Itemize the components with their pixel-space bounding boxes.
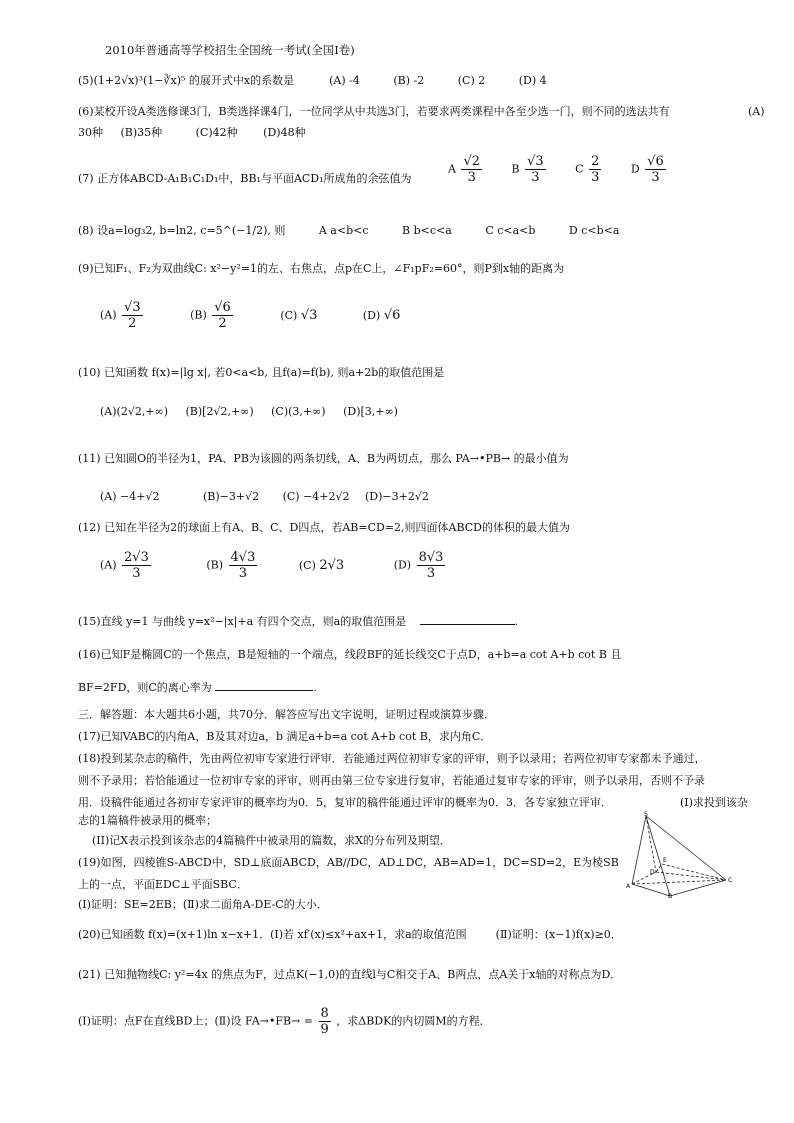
q11-option-c: (C) −4+2√2	[282, 490, 350, 503]
figure-label-a: A	[626, 883, 631, 890]
q10-options	[100, 405, 398, 418]
q9-d-value: √6	[383, 308, 401, 323]
q10-option-b: (B)[2√2,+∞)	[185, 405, 254, 418]
question-18-line5: (II)记X表示投到该杂志的4篇稿件中被录用的篇数，求X的分布列及期望．	[92, 834, 451, 847]
q12-a-den: 3	[132, 566, 141, 581]
question-5	[78, 74, 547, 88]
question-8-text: (8) 设a=log₃2, b=ln2, c=5^(−1/2), 则	[78, 224, 286, 237]
q12-option-c	[299, 558, 344, 573]
figure-label-b: B	[668, 893, 673, 898]
q5-option-d: (D) 4	[518, 74, 547, 87]
question-6	[78, 105, 670, 119]
q9-option-d-label: (D)	[362, 309, 381, 322]
q8-option-d: D c<b<a	[568, 224, 620, 237]
q8-option-a: A a<b<c	[318, 224, 369, 237]
question-7	[78, 172, 412, 186]
q7-option-b-label: B	[511, 162, 520, 176]
q6-option-c: (C)42种	[195, 126, 238, 139]
q7-a-den: 3	[467, 170, 476, 185]
q6-option-d: (D)48种	[263, 126, 306, 139]
q21-frac-den: 9	[320, 1022, 329, 1037]
q7-a-num: √2	[463, 154, 481, 169]
figure-label-c: C	[728, 877, 733, 884]
q7-c-den: 3	[591, 170, 600, 185]
q11-options	[100, 490, 429, 503]
q15-answer-blank[interactable]	[420, 614, 515, 625]
question-18-line3b: (I)求投到该杂	[680, 796, 748, 809]
question-9: (9)已知F₁、F₂为双曲线C: x²−y²=1的左、右焦点，点p在C上，∠F₁pF₂=60°，则P到x轴的距离为	[78, 262, 565, 275]
figure-label-d: D	[650, 869, 655, 876]
q7-option-d-label: D	[630, 162, 640, 176]
q12-option-d	[394, 550, 448, 581]
question-17: (17)已知VABC的内角A，B及其对边a，b 满足a+b=a cot A+b cot B，求内角C．	[78, 730, 492, 743]
q11-option-b: (B)−3+√2	[202, 490, 260, 503]
question-6-line1: (6)某校开设A类选修课3门，B类选择课4门，一位同学从中共选3门，若要求两类课程中各至少选一门，则不同的选法共有	[78, 105, 670, 118]
q16-answer-blank[interactable]	[215, 680, 313, 691]
question-20-text: (20)已知函数 f(x)=(x+1)ln x−x+1．(Ⅰ)若 xf′(x)≤x²+ax+1，求a的取值范围	[78, 928, 467, 941]
figure-label-e: E	[663, 857, 667, 864]
q10-option-d: (D)[3,+∞)	[343, 405, 398, 418]
question-21-line2b: ，求ΔBDK的内切圆M的方程．	[336, 1014, 491, 1028]
q7-d-num: √6	[647, 154, 664, 169]
q9-a-num: √3	[124, 300, 141, 315]
q7-option-c	[575, 154, 603, 185]
question-21-line2	[78, 1006, 491, 1037]
q9-option-c	[280, 308, 317, 323]
q12-b-num: 4√3	[230, 550, 256, 565]
q8-option-c: C c<a<b	[485, 224, 536, 237]
figure-label-s: S	[644, 811, 648, 818]
q12-option-d-label: (D)	[393, 558, 412, 572]
q7-option-a-label: A	[448, 162, 456, 176]
q12-option-a	[100, 550, 153, 581]
q7-d-den: 3	[651, 170, 660, 185]
q12-a-num: 2√3	[124, 550, 149, 565]
question-18-line2: 则不予录用；若恰能通过一位初审专家的评审，则再由第三位专家进行复审，若能通过复审专家的评审，则予以录用，否则不予录	[78, 774, 705, 787]
q8-option-b: B b<c<a	[402, 224, 452, 237]
section-3-heading: 三．解答题：本大题共6小题，共70分．解答应写出文字说明，证明过程或演算步骤．	[78, 708, 495, 721]
q11-option-a: (A) −4+√2	[100, 490, 160, 503]
q12-d-num: 8√3	[418, 550, 444, 565]
q7-c-num: 2	[591, 154, 600, 169]
q7-options	[448, 154, 710, 185]
question-18-line3: 用．设稿件能通过各初审专家评审的概率均为0．5，复审的稿件能通过评审的概率为0．3．各专家独立评审．	[78, 796, 612, 809]
q12-d-den: 3	[426, 566, 436, 581]
question-20	[78, 928, 622, 942]
q21-frac-num: 8	[320, 1006, 329, 1021]
question-16-line2: BF=2FD，则C的离心率为 .	[78, 681, 317, 694]
q12-c-value: 2√3	[319, 557, 345, 573]
q7-option-b	[512, 154, 548, 185]
question-19-line1: (19)如图，四棱锥S-ABCD中，SD⊥底面ABCD，AB//DC，AD⊥DC，AB=AD=1，DC=SD=2，E为棱SB	[78, 856, 619, 869]
q12-b-den: 3	[238, 566, 248, 581]
q7-option-a	[448, 154, 484, 185]
q9-options	[100, 300, 442, 331]
question-16-line2-text: BF=2FD，则C的离心率为	[78, 681, 212, 694]
q9-option-a-label: (A)	[100, 308, 117, 322]
question-20-part2: (Ⅱ)证明：(x−1)f(x)≥0．	[495, 928, 622, 941]
q5-option-c: (C) 2	[457, 74, 486, 87]
q9-b-den: 2	[218, 316, 227, 331]
q10-option-c: (C)(3,+∞)	[271, 405, 326, 418]
q9-c-value: √3	[300, 308, 318, 323]
q12-option-c-label: (C)	[298, 558, 316, 572]
q9-option-b-label: (B)	[190, 308, 207, 322]
question-5-text: (5)(1+2√x)³(1−∛x)⁵ 的展开式中x的系数是	[78, 74, 295, 87]
question-18-line4: 志的1篇稿件被录用的概率；	[78, 814, 217, 827]
question-6-line2	[78, 126, 306, 140]
question-21-line1: (21) 已知抛物线C: y²=4x 的焦点为F，过点K(−1,0)的直线l与C相交于A、B两点，点A关于x轴的对称点为D．	[78, 968, 622, 981]
question-11: (11) 已知圆O的半径为1，PA、PB为该圆的两条切线，A、B为两切点，那么 PA→•PB→ 的最小值为	[78, 452, 569, 465]
q9-option-a	[100, 300, 145, 331]
question-12: (12) 已知在半径为2的球面上有A、B、C、D四点，若AB=CD=2,则四面体ABCD的体积的最大值为	[78, 521, 570, 534]
question-8	[78, 224, 619, 238]
q9-a-den: 2	[128, 316, 137, 331]
question-19-line2: 上的一点，平面EDC⊥平面SBC．	[78, 878, 248, 891]
q7-b-den: 3	[531, 170, 540, 185]
q12-option-a-label: (A)	[100, 558, 117, 572]
question-19-line3: (Ⅰ)证明：SE=2EB；(Ⅱ)求二面角A-DE-C的大小．	[78, 898, 328, 911]
question-15: (15)直线 y=1 与曲线 y=x²−|x|+a 有四个交点，则a的取值范围是 .	[78, 615, 519, 628]
q6-option-a-label: (A)	[748, 105, 765, 118]
question-7-text: (7) 正方体ABCD-A₁B₁C₁D₁中，BB₁与平面ACD₁所成角的余弦值为	[78, 172, 412, 185]
q7-b-num: √3	[527, 154, 544, 169]
question-21-line2a: (Ⅰ)证明：点F在直线BD上；(Ⅱ)设 FA→•FB→ =	[78, 1014, 313, 1028]
q9-option-d	[363, 308, 400, 323]
question-18-line1: (18)投到某杂志的稿件，先由两位初审专家进行评审．若能通过两位初审专家的评审，则予以录用；若两位初审专家都未予通过，	[78, 752, 706, 765]
q9-b-num: √6	[214, 300, 231, 315]
question-16: (16)已知F是椭圆C的一个焦点，B是短轴的一个端点，线段BF的延长线交C于点D，a+b=a cot A+b cot B 且	[78, 648, 622, 661]
q9-option-b	[190, 300, 235, 331]
q7-option-d	[631, 154, 668, 185]
q6-option-b: (B)35种	[120, 126, 163, 139]
pyramid-figure	[626, 810, 736, 898]
question-15-text: (15)直线 y=1 与曲线 y=x²−|x|+a 有四个交点，则a的取值范围是	[78, 615, 407, 628]
q12-options	[100, 550, 489, 581]
q5-option-b: (B) -2	[393, 74, 425, 87]
question-10: (10) 已知函数 f(x)=|lg x|, 若0<a<b, 且f(a)=f(b), 则a+2b的取值范围是	[78, 366, 445, 379]
q12-option-b	[206, 550, 259, 581]
exam-title: 2010年普通高等学校招生全国统一考试(全国Ⅰ卷)	[105, 43, 355, 57]
q5-option-a: (A) -4	[329, 74, 360, 87]
q7-option-c-label: C	[575, 162, 584, 176]
q11-option-d: (D)−3+2√2	[365, 490, 429, 503]
q6-option-a: 30种	[78, 126, 103, 139]
q10-option-a: (A)(2√2,+∞)	[100, 405, 168, 418]
q12-option-b-label: (B)	[206, 558, 224, 572]
q9-option-c-label: (C)	[280, 309, 298, 322]
